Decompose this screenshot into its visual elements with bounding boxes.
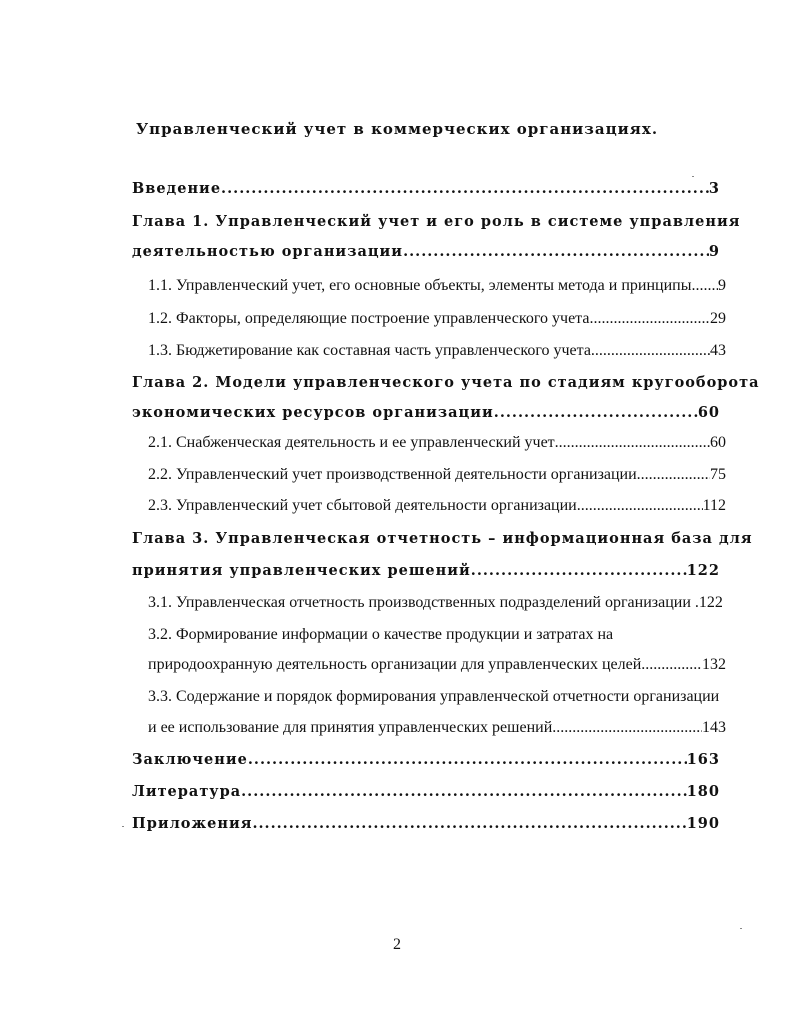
toc-label: природоохранную деятельность организации для управленческих целей bbox=[148, 656, 642, 673]
toc-entry-chapter-3 bbox=[132, 562, 720, 579]
toc-entry-chapter-2 bbox=[132, 404, 720, 421]
toc-page: 122 bbox=[698, 594, 723, 611]
toc-page: 180 bbox=[686, 783, 720, 800]
toc-label: Введение bbox=[132, 180, 222, 197]
toc-entry-2-2 bbox=[148, 466, 726, 484]
toc-entry-chapter-1 bbox=[132, 243, 720, 260]
toc-label: 3.1. Управленческая отчетность производственных подразделений организации . bbox=[148, 594, 699, 611]
toc-entry-2-1 bbox=[148, 434, 726, 452]
toc-page: 3 bbox=[708, 180, 720, 197]
toc-leader bbox=[555, 434, 710, 452]
toc-label: 1.2. Факторы, определяющие построение управленческого учета bbox=[148, 310, 590, 327]
toc-label: 2.3. Управленческий учет сбытовой деятельности организации bbox=[148, 497, 577, 514]
page-number: 2 bbox=[393, 936, 401, 953]
toc-leader bbox=[552, 719, 702, 737]
toc-page: 60 bbox=[697, 404, 720, 421]
toc-entry-literature bbox=[132, 783, 720, 800]
toc-entry-3-2-line1: 3.2. Формирование информации о качестве продукции и затратах на bbox=[148, 626, 614, 643]
toc-leader bbox=[241, 783, 687, 800]
toc-chapter-1-heading: Глава 1. Управленческий учет и его роль в системе управления bbox=[132, 213, 741, 230]
toc-page: 9 bbox=[718, 277, 726, 294]
toc-entry-conclusion bbox=[132, 751, 720, 768]
toc-leader bbox=[577, 497, 703, 515]
toc-entry-1-1 bbox=[148, 277, 726, 295]
toc-label: и ее использование для принятия управленческих решений bbox=[148, 719, 553, 736]
toc-label: Приложения bbox=[132, 815, 253, 832]
toc-label: 2.1. Снабженческая деятельность и ее управленческий учет bbox=[148, 434, 555, 451]
toc-entry-3-2 bbox=[148, 656, 726, 674]
toc-label: деятельностью организации bbox=[132, 243, 404, 260]
toc-page: 163 bbox=[686, 751, 720, 768]
toc-leader bbox=[589, 310, 710, 328]
toc-page: 29 bbox=[710, 310, 726, 327]
toc-chapter-3-heading: Глава 3. Управленческая отчетность – информационная база для bbox=[132, 530, 753, 547]
toc-entry-1-2 bbox=[148, 310, 726, 328]
toc-label: Заключение bbox=[132, 751, 248, 768]
toc-leader bbox=[221, 180, 709, 197]
toc-label: 1.3. Бюджетирование как составная часть управленческого учета bbox=[148, 342, 591, 359]
toc-page: 143 bbox=[702, 719, 726, 736]
toc-chapter-2-heading: Глава 2. Модели управленческого учета по стадиям кругооборота bbox=[132, 374, 760, 391]
toc-leader bbox=[252, 815, 686, 832]
toc-label: 1.1. Управленческий учет, его основные объекты, элементы метода и принципы. bbox=[148, 277, 696, 294]
toc-entry-3-3-line1: 3.3. Содержание и порядок формирования управленческой отчетности организации bbox=[148, 688, 720, 705]
toc-label: Литература bbox=[132, 783, 242, 800]
toc-label: принятия управленческих решений bbox=[132, 562, 471, 579]
toc-page: 9 bbox=[708, 243, 720, 260]
toc-label: 2.2. Управленческий учет производственной деятельности организации bbox=[148, 466, 637, 483]
toc-page: 75 bbox=[710, 466, 726, 483]
toc-entry-1-3 bbox=[148, 342, 726, 360]
document-title: Управленческий учет в коммерческих организациях. bbox=[135, 120, 659, 138]
toc-leader bbox=[637, 466, 710, 484]
toc-page: 60 bbox=[710, 434, 726, 451]
toc-leader bbox=[248, 751, 687, 768]
toc-page: 112 bbox=[702, 497, 726, 514]
scan-speck bbox=[122, 826, 124, 827]
toc-leader bbox=[695, 277, 718, 295]
toc-page: 190 bbox=[686, 815, 720, 832]
scan-speck bbox=[740, 928, 742, 929]
toc-page: 43 bbox=[710, 342, 726, 359]
toc-leader bbox=[471, 562, 687, 579]
toc-entry-2-3 bbox=[148, 497, 726, 515]
toc-leader bbox=[591, 342, 710, 360]
toc-leader bbox=[403, 243, 709, 260]
toc-entry-appendices bbox=[132, 815, 720, 832]
toc-page: 132 bbox=[702, 656, 726, 673]
toc-entry-intro bbox=[132, 180, 720, 197]
toc-entry-3-3 bbox=[148, 719, 726, 737]
toc-page: 122 bbox=[686, 562, 720, 579]
toc-label: экономических ресурсов организации bbox=[132, 404, 494, 421]
toc-leader bbox=[494, 404, 698, 421]
scan-speck bbox=[692, 176, 694, 177]
toc-entry-3-1 bbox=[148, 594, 726, 612]
toc-leader bbox=[641, 656, 702, 674]
